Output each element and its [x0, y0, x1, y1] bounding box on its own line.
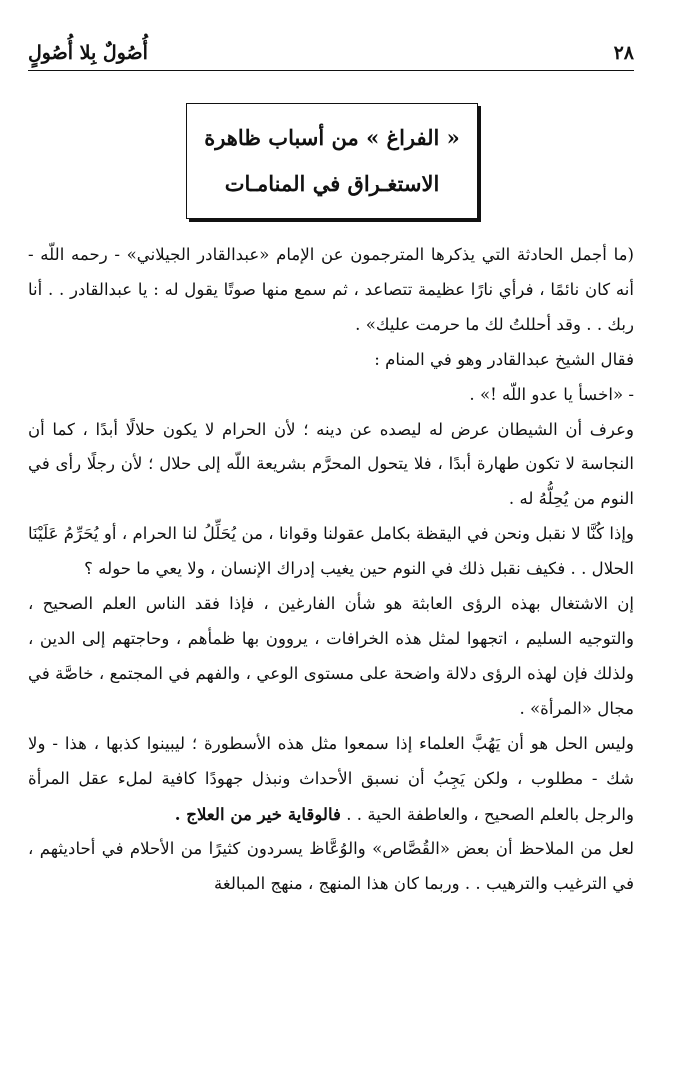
page-header: [28, 38, 634, 68]
section-title-box: [186, 103, 478, 219]
body-text: [28, 238, 634, 902]
paragraph-3: - «اخسأ يا عدو اللّه !» .: [469, 384, 634, 404]
paragraph-1: (ما أجمل الحادثة التي يذكرها المترجمون عن الإمام «عبدالقادر الجيلاني» - رحمه اللّه - أنه كان نائمًا ، فرأي نارًا عظيمة تتصاعد ، ثم سمع منها صوتًا يقول له : يا عبدالقادر . . أنا ربك . . وقد أحللتُ لك ما حرمت عليك» .: [28, 245, 634, 334]
bold-phrase: فالوقاية خير من العلاج .: [174, 803, 341, 824]
paragraph-5: وإذا كُنَّا لا نقبل ونحن في اليقظة بكامل عقولنا وقوانا ، من يُحَلِّلُ لنا الحرام ، أو يُحَرِّمُ عَلَيْنَا الحلال . . فكيف نقبل ذلك في النوم حين يغيب إدراك الإنسان ، ولا يعي ما حوله ؟: [28, 524, 634, 579]
paragraph-7: [28, 727, 634, 833]
paragraph-6: إن الاشتغال بهذه الرؤى العابثة هو شأن الفارغين ، فإذا فقد الناس العلم الصحيح ، والتوجيه السليم ، اتجهوا لمثل هذه الخرافات ، يروون بها ظمأهم ، وحاجتهم إلى الدين ، ولذلك فإن لهذه الرؤى دلالة واضحة على مستوى الوعي ، والفهم في المجتمع ، خاصَّة في مجال «المرأة» .: [28, 594, 634, 718]
paragraph-4: وعرف أن الشيطان عرض له ليصده عن دينه ؛ لأن الحرام لا يكون حلالًا أبدًا ، كما أن النجاسة لا تكون طهارة أبدًا ، فلا يتحول المحرَّم بشريعة اللّه إلى حلال ؛ لأن رجلًا رأى في النوم من يُحِلُّهُ له .: [28, 419, 634, 509]
running-title: أُصُولٌ بِلا أُصُولٍ: [28, 42, 148, 64]
page-number: ٢٨: [613, 42, 634, 64]
section-title-line-1: « الفراغ » من أسباب ظاهرة: [204, 125, 460, 150]
header-rule: [28, 70, 634, 71]
paragraph-7-text: وليس الحل هو أن يَهُبَّ العلماء إذا سمعوا مثل هذه الأسطورة ؛ ليبينوا كذبها ، هذا - ولا شك - مطلوب ، ولكن يَجِبُ أن نسبق الأحداث ونبذل جهودًا كافية لملء عقل المرأة والرجل بالعلم الصحيح ، والعاطفة الحية . .: [28, 733, 634, 824]
section-title-line-2: الاستغـراق في المنامـات: [224, 171, 440, 196]
paragraph-8: لعل من الملاحظ أن بعض «القُصَّاص» والوُعَّاظ يسردون كثيرًا من الأحلام في أحاديثهم ، في الترغيب والترهيب . . وربما كان هذا المنهج ، منهج المبالغة: [28, 839, 634, 894]
paragraph-2: فقال الشيخ عبدالقادر وهو في المنام :: [374, 349, 634, 369]
